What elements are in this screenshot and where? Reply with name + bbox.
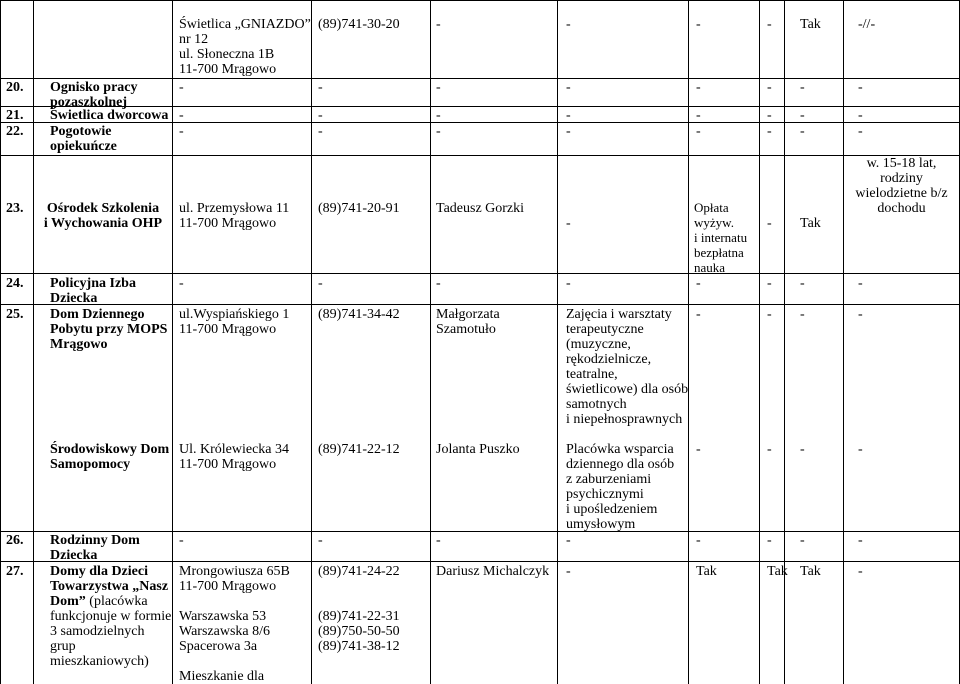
row-22-dash-6: - [767,124,772,139]
row-27-tak-3: Tak [800,564,821,579]
row-24-dash-1: - [179,276,184,291]
v-line-8 [784,0,785,684]
row-22-name: Pogotowie opiekuńcze [50,124,117,154]
row-21-dash-6: - [767,108,772,123]
row-22-dash-4: - [566,124,571,139]
row-20-number: 20. [6,80,24,95]
h-line-8 [0,561,960,562]
row-20-dash-2: - [318,80,323,95]
row-21-dash-7: - [800,108,805,123]
row-27-tak-1: Tak [696,564,717,579]
h-line-1 [0,78,960,79]
row-21-name: Świetlica dworcowa [50,108,169,123]
v-line-3 [311,0,312,684]
row-22-number: 22. [6,124,24,139]
row-21-dash-8: - [858,108,863,123]
h-line-6 [0,304,960,305]
row-21-dash-3: - [436,108,441,123]
row-22-dash-7: - [800,124,805,139]
row-27-name-bold: Domy dla Dzieci Towarzystwa „Nasz Dom” [50,564,169,609]
row-27-phone: (89)741-24-22 (89)741-22-31 (89)750-50-50 (89)741-38-12 [318,564,400,654]
row-24-dash-6: - [767,276,772,291]
row-23-fee: Opłata wyżyw. i internatu bezpłatna nauka [694,200,748,275]
row-27-name [50,564,171,669]
row-20-dash-5: - [696,80,701,95]
swietlica-address: Świetlica „GNIAZDO” nr 12 ul. Słoneczna 1B 11-700 Mrągowo [179,17,311,77]
row-25-dash-2: - [767,307,772,322]
row-26-dash-2: - [318,533,323,548]
h-line-top [0,0,960,1]
row-24-dash-7: - [800,276,805,291]
row-26-dash-3: - [436,533,441,548]
v-line-6 [688,0,689,684]
row-27-number: 27. [6,564,24,579]
row-22-dash-2: - [318,124,323,139]
v-line-0 [0,0,1,684]
row-23-note: w. 15-18 lat, rodziny wielodzietne b/z dochodu [855,156,948,216]
swietlica-fee-dash: - [696,17,701,32]
h-line-5 [0,273,960,274]
row-21-dash-4: - [566,108,571,123]
srodowiskowy-person: Jolanta Puszko [436,442,520,457]
srodowiskowy-dash-1: - [696,442,701,457]
row-22-dash-8: - [858,124,863,139]
row-27-activity-dash: - [566,564,571,579]
row-24-dash-8: - [858,276,863,291]
row-23-tak: Tak [800,216,821,231]
row-26-name: Rodzinny Dom Dziecka [50,533,140,563]
row-23-phone: (89)741-20-91 [318,201,400,216]
h-line-4 [0,155,960,156]
swietlica-person-dash: - [436,17,441,32]
row-21-dash-1: - [179,108,184,123]
srodowiskowy-dash-2: - [767,442,772,457]
row-27-name-tail: (placówka funkcjonuje w formie 3 samodzielnych grup mieszkaniowych) [50,594,172,669]
srodowiskowy-dash-3: - [800,442,805,457]
srodowiskowy-address: Ul. Królewiecka 34 11-700 Mrągowo [179,442,290,472]
row-20-dash-1: - [179,80,184,95]
v-line-1 [33,0,34,684]
row-25-name: Dom Dziennego Pobytu przy MOPS Mrągowo [50,307,168,352]
row-20-dash-7: - [800,80,805,95]
row-20-name: Ognisko pracy pozaszkolnej [50,80,138,110]
row-26-number: 26. [6,533,24,548]
row-25-address: ul.Wyspiańskiego 1 11-700 Mrągowo [179,307,290,337]
row-22-dash-1: - [179,124,184,139]
row-26-dash-8: - [858,533,863,548]
row-23-number: 23. [6,201,24,216]
row-22-dash-3: - [436,124,441,139]
row-24-dash-2: - [318,276,323,291]
row-24-dash-3: - [436,276,441,291]
row-23-name: Ośrodek Szkolenia i Wychowania OHP [43,201,163,231]
srodowiskowy-name: Środowiskowy Dom Samopomocy [50,442,170,472]
row-25-dash-3: - [800,307,805,322]
swietlica-tak: Tak [800,17,821,32]
srodowiskowy-dash-4: - [858,442,863,457]
row-20-dash-3: - [436,80,441,95]
row-23-person: Tadeusz Gorzki [436,201,525,216]
row-27-person: Dariusz Michalczyk [436,564,550,579]
row-27-address: Mrongowiusza 65B 11-700 Mrągowo Warszawska 53 Warszawska 8/6 Spacerowa 3a Mieszkanie dla [179,564,290,684]
row-21-number: 21. [6,108,24,123]
h-line-2 [0,106,960,107]
v-line-5 [557,0,558,684]
row-27-note-dash: - [858,564,863,579]
row-21-dash-5: - [696,108,701,123]
v-line-9 [843,0,844,684]
row-20-dash-4: - [566,80,571,95]
row-26-dash-5: - [696,533,701,548]
row-25-dash-4: - [858,307,863,322]
row-22-dash-5: - [696,124,701,139]
row-25-person: Małgorzata Szamotuło [436,307,500,337]
row-26-dash-7: - [800,533,805,548]
row-21-dash-2: - [318,108,323,123]
row-20-dash-8: - [858,80,863,95]
v-line-2 [172,0,173,684]
swietlica-activity-dash: - [566,17,571,32]
row-24-dash-5: - [696,276,701,291]
row-23-col7-dash: - [767,216,772,231]
row-23-activity-dash: - [566,216,571,231]
row-25-number: 25. [6,307,24,322]
swietlica-note: -//- [858,17,876,32]
row-25-phone: (89)741-34-42 [318,307,400,322]
swietlica-col7-dash: - [767,17,772,32]
row-27-tak-2: Tak [767,564,788,579]
srodowiskowy-phone: (89)741-22-12 [318,442,400,457]
row-20-dash-6: - [767,80,772,95]
row-26-dash-1: - [179,533,184,548]
srodowiskowy-activity: Placówka wsparcia dziennego dla osób z zaburzeniami psychicznymi i upośledzeniem umysłowym [566,442,675,532]
row-25-activity: Zajęcia i warsztaty terapeutyczne (muzyczne, rękodzielnicze, teatralne, świetlicowe) dla osób samotnych i niepełnosprawnych [566,307,689,427]
row-25-dash-1: - [696,307,701,322]
row-24-name: Policyjna Izba Dziecka [50,276,136,306]
h-line-7 [0,531,960,532]
row-23-address: ul. Przemysłowa 11 11-700 Mrągowo [179,201,290,231]
v-line-7 [759,0,760,684]
swietlica-phone: (89)741-30-20 [318,17,400,32]
v-line-4 [430,0,431,684]
row-24-dash-4: - [566,276,571,291]
row-24-number: 24. [6,276,24,291]
row-26-dash-4: - [566,533,571,548]
row-26-dash-6: - [767,533,772,548]
